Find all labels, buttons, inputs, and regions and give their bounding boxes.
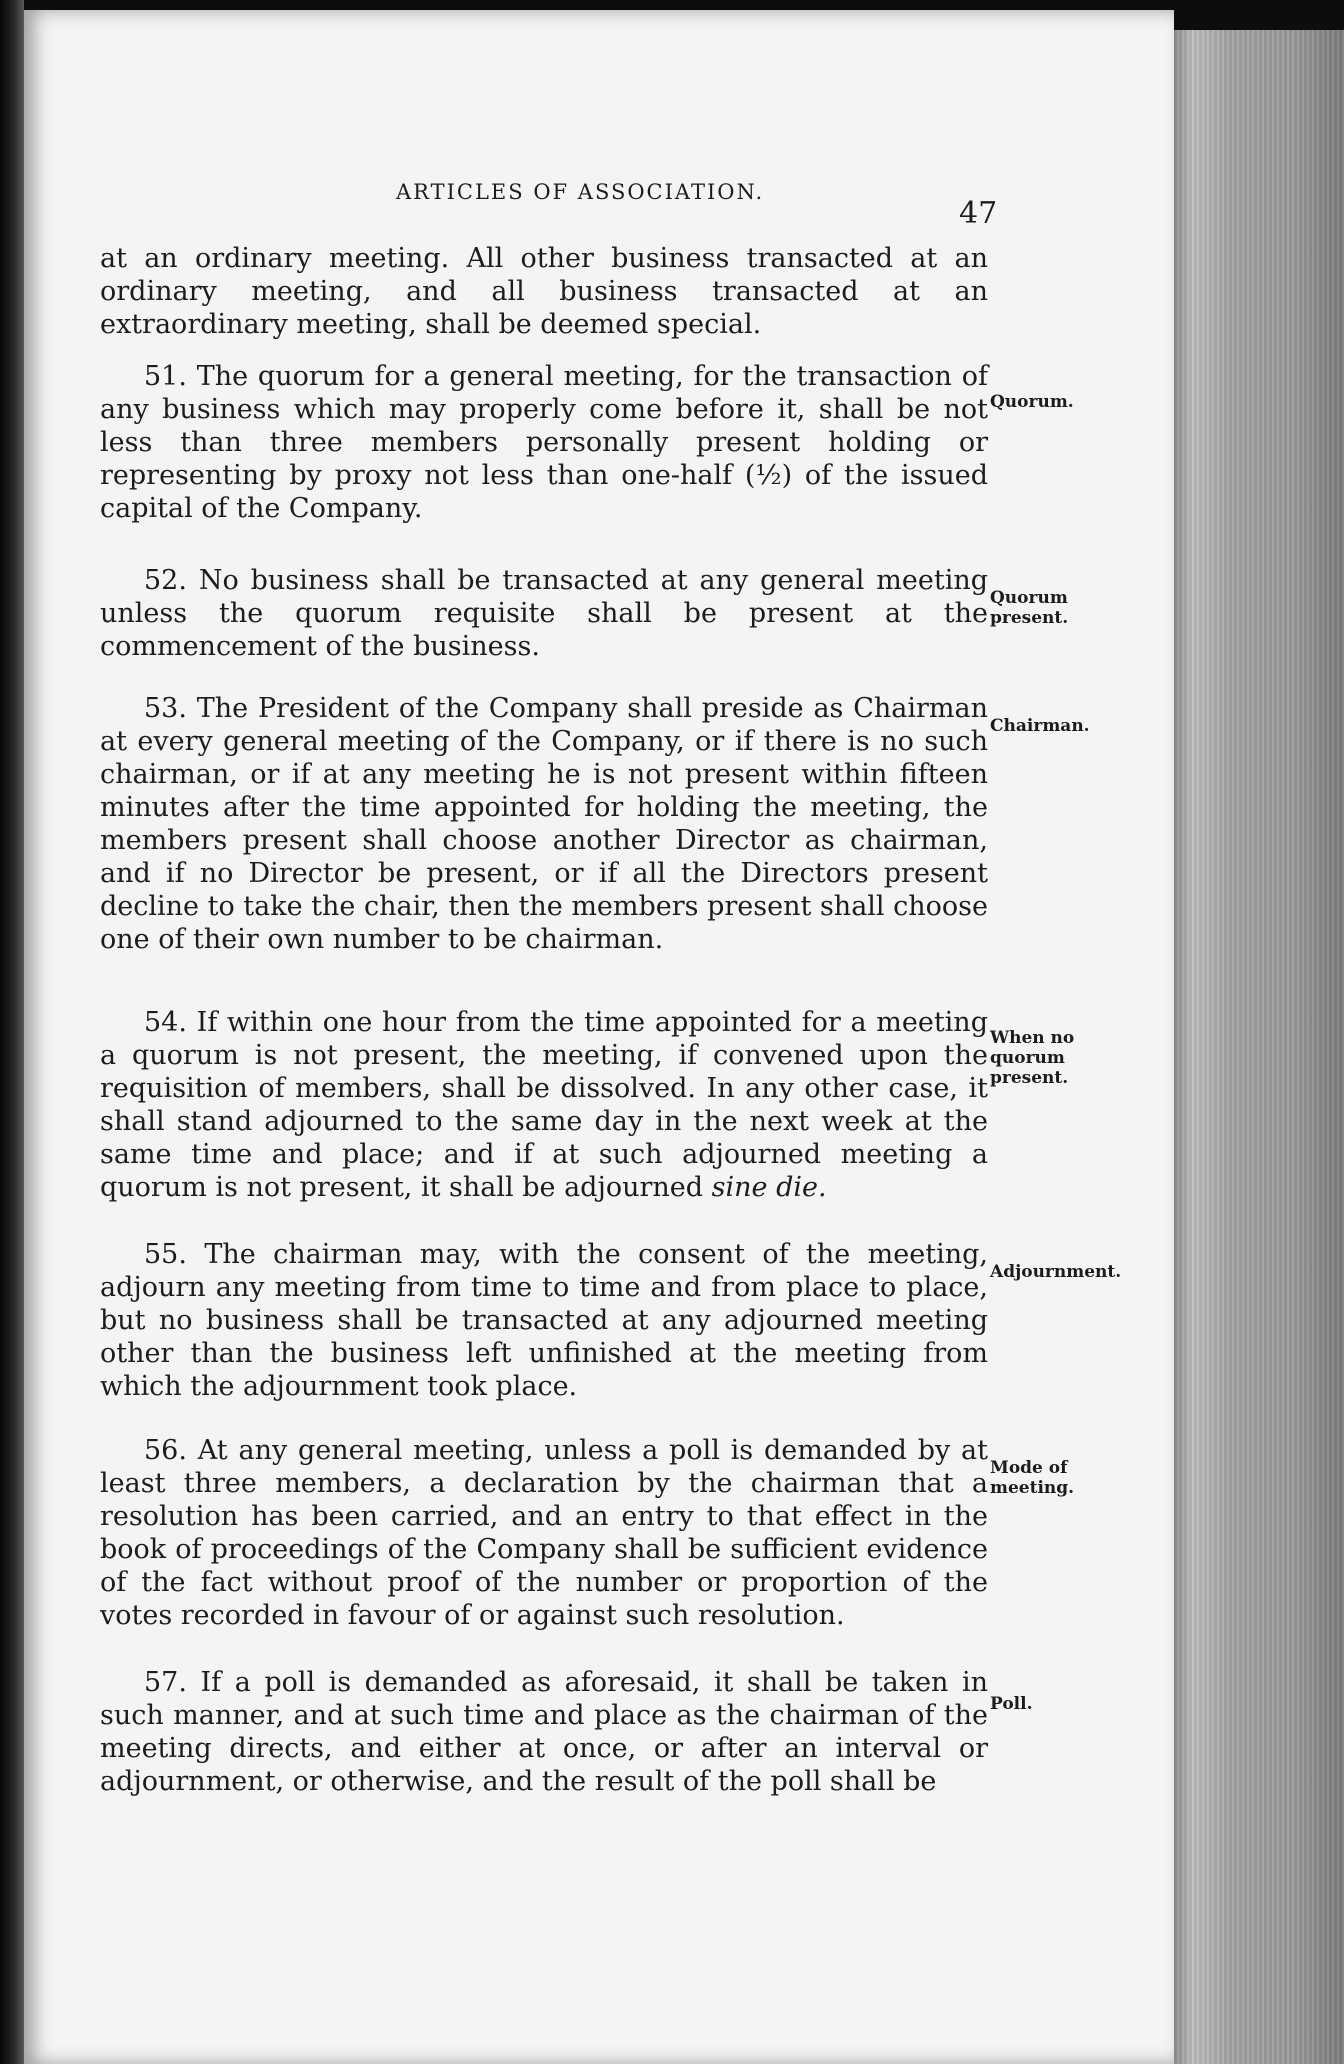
article-52	[100, 564, 988, 663]
article-text: If within one hour from the time appointed for a meeting a quorum is not present, the meeting, if convened upon the requisition of members, shall be dissolved. In any other case, it shall stand adjourned to the same day in the next week at the same time and place; and if at such adjourned meeting a quorum is not present, it shall be adjourned	[100, 1007, 988, 1203]
article-text-italic: sine die.	[711, 1172, 827, 1203]
page-number: 47	[959, 196, 998, 231]
article-number: 52.	[144, 565, 187, 596]
margin-note-quorum-present: Quorum present.	[990, 588, 1069, 628]
continuation-paragraph: at an ordinary meeting. All other business transacted at an ordinary meeting, and all business transacted at an extraordinary meeting, shall be deemed special.	[100, 243, 988, 340]
article-text: At any general meeting, unless a poll is demanded by at least three members, a declaration by the chairman that a resolution has been carried, and an entry to that effect in the book of proceedings of the Company shall be sufficient evidence of the fact without proof of the number or proportion of the votes recorded in favour of or against such resolution.	[100, 1435, 988, 1631]
article-number: 56.	[144, 1435, 187, 1466]
article-number: 57.	[144, 1667, 187, 1698]
article-55	[100, 1238, 988, 1403]
article-number: 51.	[144, 361, 187, 392]
page-edges	[1172, 30, 1344, 2064]
margin-note-chairman: Chairman.	[990, 716, 1090, 736]
article-text: No business shall be transacted at any general meeting unless the quorum requisite shall be present at the commencement of the business.	[100, 565, 988, 662]
margin-note-mode-of-meeting: Mode of meeting.	[990, 1458, 1075, 1498]
article-number: 53.	[144, 693, 187, 724]
article-text: The President of the Company shall preside as Chairman at every general meeting of the Company, or if there is no such chairman, or if at any meeting he is not present within fifteen minutes after the time appointed for holding the meeting, the members present shall choose another Director as chairman, and if no Director be present, or if all the Directors present decline to take the chair, then the members present shall choose one of their own number to be chairman.	[100, 693, 988, 955]
article-number: 54.	[144, 1007, 187, 1038]
margin-note-quorum: Quorum.	[990, 392, 1074, 412]
article-54	[100, 1006, 988, 1204]
article-56	[100, 1434, 988, 1632]
article-text: If a poll is demanded as aforesaid, it shall be taken in such manner, and at such time and place as the chairman of the meeting directs, and either at once, or after an interval or adjournment, or otherwise, and the result of the poll shall be	[100, 1667, 989, 1797]
article-51	[100, 360, 988, 525]
article-text: The chairman may, with the consent of the meeting, adjourn any meeting from time to time and from place to place, but no business shall be transacted at any adjourned meeting other than the business left unfinished at the meeting from which the adjournment took place.	[100, 1239, 988, 1402]
article-53	[100, 692, 988, 956]
margin-note-poll: Poll.	[990, 1694, 1033, 1714]
running-title: ARTICLES OF ASSOCIATION.	[396, 180, 765, 204]
margin-note-when-no-quorum: When no quorum present.	[990, 1028, 1075, 1088]
article-number: 55.	[144, 1239, 187, 1270]
article-text: The quorum for a general meeting, for the transaction of any business which may properly come before it, shall be not less than three members personally present holding or representing by proxy not less than one-half (½) of the issued capital of the Company.	[100, 361, 988, 524]
article-57	[100, 1666, 988, 1798]
margin-note-adjournment: Adjournment.	[990, 1262, 1122, 1282]
book-spine	[0, 0, 24, 2064]
page	[24, 10, 1174, 2064]
